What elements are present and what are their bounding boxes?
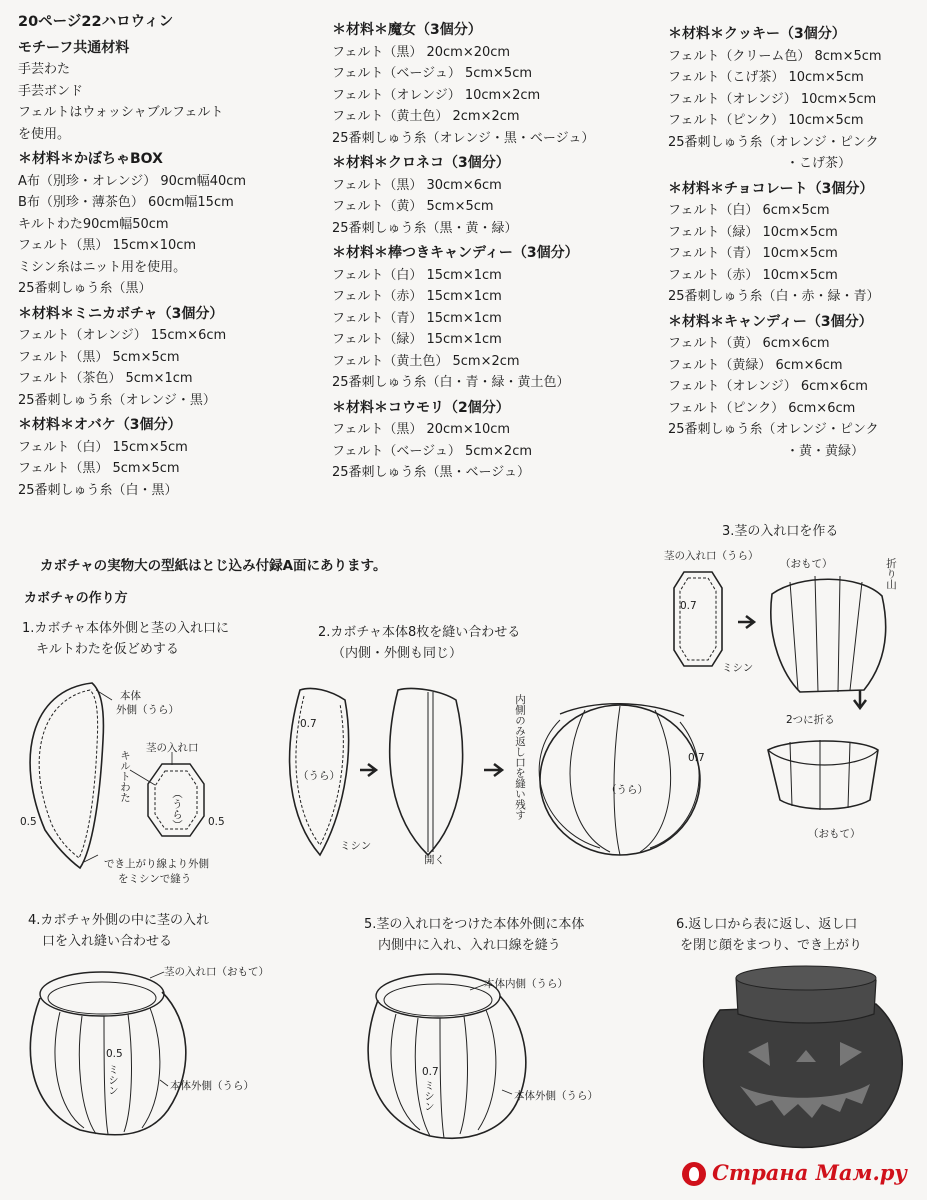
step-3-line-1: 3.茎の入れ口を作る <box>722 524 839 539</box>
step-2-line-2: （内側・外側も同じ） <box>332 646 463 661</box>
materials-line: フェルト（ベージュ） 5cm×2cm <box>332 443 533 459</box>
materials-line: フェルト（緑） 15cm×1cm <box>332 332 502 347</box>
materials-line: 25番刺しゅう糸（黒） <box>18 281 152 296</box>
label-ura-body: （うら） <box>606 784 648 796</box>
label-fold: 折り山 <box>885 558 897 590</box>
materials-line: フェルト（赤） 15cm×1cm <box>332 289 502 304</box>
materials-title: ＊材料＊魔女（3個分） <box>332 22 482 38</box>
label-mishin-3: ミシン <box>107 1064 119 1096</box>
step-5-line-2: 内側中に入れ、入れ口線を縫う <box>378 938 561 953</box>
label-seam-05c: 0.5 <box>106 1048 123 1060</box>
materials-line: フェルト（黒） 20cm×10cm <box>332 422 511 437</box>
materials-line: フェルト（赤） 10cm×5cm <box>668 267 838 283</box>
materials-line: フェルト（オレンジ） 10cm×5cm <box>668 91 877 107</box>
materials-line: ミシン糸はニット用を使用。 <box>18 259 187 275</box>
materials-line: フェルト（青） 10cm×5cm <box>668 246 838 261</box>
common-materials-line: 手芸わた <box>18 62 71 77</box>
label-mishin: ミシン <box>340 840 372 852</box>
label-ura-piece: （うら） <box>298 770 340 782</box>
materials-line: B布（別珍・薄茶色） 60cm幅15cm <box>18 195 234 210</box>
materials-line: 25番刺しゅう糸（白・黒） <box>18 482 178 498</box>
label-stem-ura: 茎の入れ口（うら） <box>664 550 759 562</box>
label-omote-2: （おもて） <box>808 828 861 840</box>
common-materials-line: 手芸ボンド <box>18 83 84 99</box>
how-to-title: カボチャの作り方 <box>24 591 128 606</box>
materials-line: フェルト（黄） 5cm×5cm <box>332 199 494 214</box>
materials-line: フェルト（白） 15cm×1cm <box>332 267 502 283</box>
label-note-2: をミシンで縫う <box>118 873 192 885</box>
step-5-line-1: 5.茎の入れ口をつけた本体外側に本体 <box>364 917 585 932</box>
step-4-line-2: 口を入れ縫い合わせる <box>42 934 173 949</box>
materials-line: キルトわた90cm幅50cm <box>18 216 169 232</box>
materials-line: 25番刺しゅう糸（白・青・緑・黄土色） <box>332 375 570 390</box>
label-seam-allowance-2: 0.5 <box>208 816 225 828</box>
step-2-line-1: 2.カボチャ本体8枚を縫い合わせる <box>318 625 521 640</box>
step-4-line-1: 4.カボチャ外側の中に茎の入れ <box>28 913 210 928</box>
materials-line: フェルト（白） 15cm×5cm <box>18 439 188 455</box>
label-seam-07c: 0.7 <box>680 600 697 612</box>
materials-title: ＊材料＊コウモリ（2個分） <box>332 399 510 416</box>
materials-line: フェルト（黒） 15cm×10cm <box>18 238 197 253</box>
label-mishin-4: ミシン <box>423 1080 435 1112</box>
materials-line: 25番刺しゅう糸（オレンジ・黒・ベージュ） <box>332 130 595 146</box>
materials-line: フェルト（黄土色） 2cm×2cm <box>332 109 520 124</box>
materials-line: フェルト（黄土色） 5cm×2cm <box>332 353 520 369</box>
materials-line: フェルト（黒） 30cm×6cm <box>332 177 502 193</box>
label-stem-omote: 茎の入れ口（おもて） <box>164 966 269 978</box>
page-heading: 20ページ22ハロウィン <box>18 14 174 30</box>
label-mishin-2: ミシン <box>722 662 754 674</box>
step-1-line-1: 1.カボチャ本体外側と茎の入れ口に <box>22 621 230 636</box>
materials-title: ＊材料＊クロネコ（3個分） <box>332 155 510 171</box>
label-seam-allowance-1: 0.5 <box>20 816 37 828</box>
materials-line: 25番刺しゅう糸（黒・黄・緑） <box>332 220 518 236</box>
step-6-line-2: を閉じ顔をまつり、でき上がり <box>680 938 863 953</box>
materials-line: 25番刺しゅう糸（オレンジ・ピンク <box>668 422 879 437</box>
materials-line: フェルト（オレンジ） 10cm×2cm <box>332 87 541 103</box>
watermark <box>682 1160 907 1187</box>
label-outer-ura-2: 本体外側（うら） <box>514 1090 598 1102</box>
site-logo-icon <box>682 1162 706 1186</box>
label-body: 本体 <box>120 690 141 702</box>
materials-title: ＊材料＊かぼちゃBOX <box>18 151 163 167</box>
materials-line: フェルト（黒） 5cm×5cm <box>18 461 180 476</box>
common-materials-line: フェルトはウォッシャブルフェルト <box>18 105 224 120</box>
materials-line: フェルト（黄） 6cm×6cm <box>668 336 830 351</box>
label-fold-in-two: 2つに折る <box>786 714 835 726</box>
materials-line: フェルト（緑） 10cm×5cm <box>668 224 838 240</box>
materials-line: 25番刺しゅう糸（黒・ベージュ） <box>332 465 531 480</box>
materials-line: フェルト（茶色） 5cm×1cm <box>18 371 193 386</box>
materials-line: フェルト（クリーム色） 8cm×5cm <box>668 48 882 64</box>
common-materials-title: モチーフ共通材料 <box>18 39 130 56</box>
materials-line: フェルト（黄緑） 6cm×6cm <box>668 357 843 373</box>
materials-title: ＊材料＊棒つきキャンディー（3個分） <box>332 245 579 261</box>
step-6-line-1: 6.返し口から表に返し、返し口 <box>676 917 858 932</box>
materials-line: フェルト（オレンジ） 6cm×6cm <box>668 379 868 394</box>
label-inner-ura: 本体内側（うら） <box>484 978 568 990</box>
materials-title: ＊材料＊クッキー（3個分） <box>668 26 846 42</box>
materials-line: ・黄・黄緑） <box>786 443 865 459</box>
label-outer-ura: 本体外側（うら） <box>170 1080 254 1092</box>
label-seam-07b: 0.7 <box>688 752 705 764</box>
label-body-outer: 外側（うら） <box>116 704 179 716</box>
materials-title: ＊材料＊ミニカボチャ（3個分） <box>18 305 224 322</box>
watermark-text: Страна Мам.ру <box>712 1159 907 1185</box>
label-stem: 茎の入れ口 <box>146 742 199 754</box>
materials-line: フェルト（こげ茶） 10cm×5cm <box>668 70 864 85</box>
materials-line: フェルト（ベージュ） 5cm×5cm <box>332 66 533 81</box>
materials-line: フェルト（青） 15cm×1cm <box>332 310 502 326</box>
pattern-notice: カボチャの実物大の型紙はとじ込み付録A面にあります。 <box>40 558 387 574</box>
materials-line: フェルト（黒） 20cm×20cm <box>332 44 511 60</box>
label-return-opening: 内側のみ返し口を縫い残す <box>514 694 526 820</box>
materials-title: ＊材料＊キャンディー（3個分） <box>668 313 873 330</box>
label-note-1: でき上がり線より外側 <box>104 858 209 870</box>
materials-line: フェルト（ピンク） 6cm×6cm <box>668 400 856 416</box>
materials-title: ＊材料＊オバケ（3個分） <box>18 417 182 433</box>
materials-title: ＊材料＊チョコレート（3個分） <box>668 180 874 197</box>
label-seam-07: 0.7 <box>300 718 317 730</box>
materials-line: A布（別珍・オレンジ） 90cm幅40cm <box>18 173 247 189</box>
materials-line: フェルト（黒） 5cm×5cm <box>18 349 180 365</box>
materials-line: 25番刺しゅう糸（白・赤・緑・青） <box>668 289 880 304</box>
materials-line: フェルト（ピンク） 10cm×5cm <box>668 113 864 128</box>
materials-line: 25番刺しゅう糸（オレンジ・黒） <box>18 392 216 408</box>
label-seam-07d: 0.7 <box>422 1066 439 1078</box>
label-open: 開く <box>424 854 445 866</box>
common-materials-line: を使用。 <box>18 126 71 142</box>
label-quilt: キルトわた <box>119 750 131 803</box>
step-1-line-2: キルトわたを仮どめする <box>36 642 179 657</box>
materials-line: 25番刺しゅう糸（オレンジ・ピンク <box>668 134 879 150</box>
label-ura-stem: （うら） <box>171 788 183 830</box>
materials-line: フェルト（白） 6cm×5cm <box>668 203 830 218</box>
materials-line: フェルト（オレンジ） 15cm×6cm <box>18 328 227 343</box>
materials-line: ・こげ茶） <box>786 156 852 171</box>
label-omote: （おもて） <box>780 558 833 570</box>
